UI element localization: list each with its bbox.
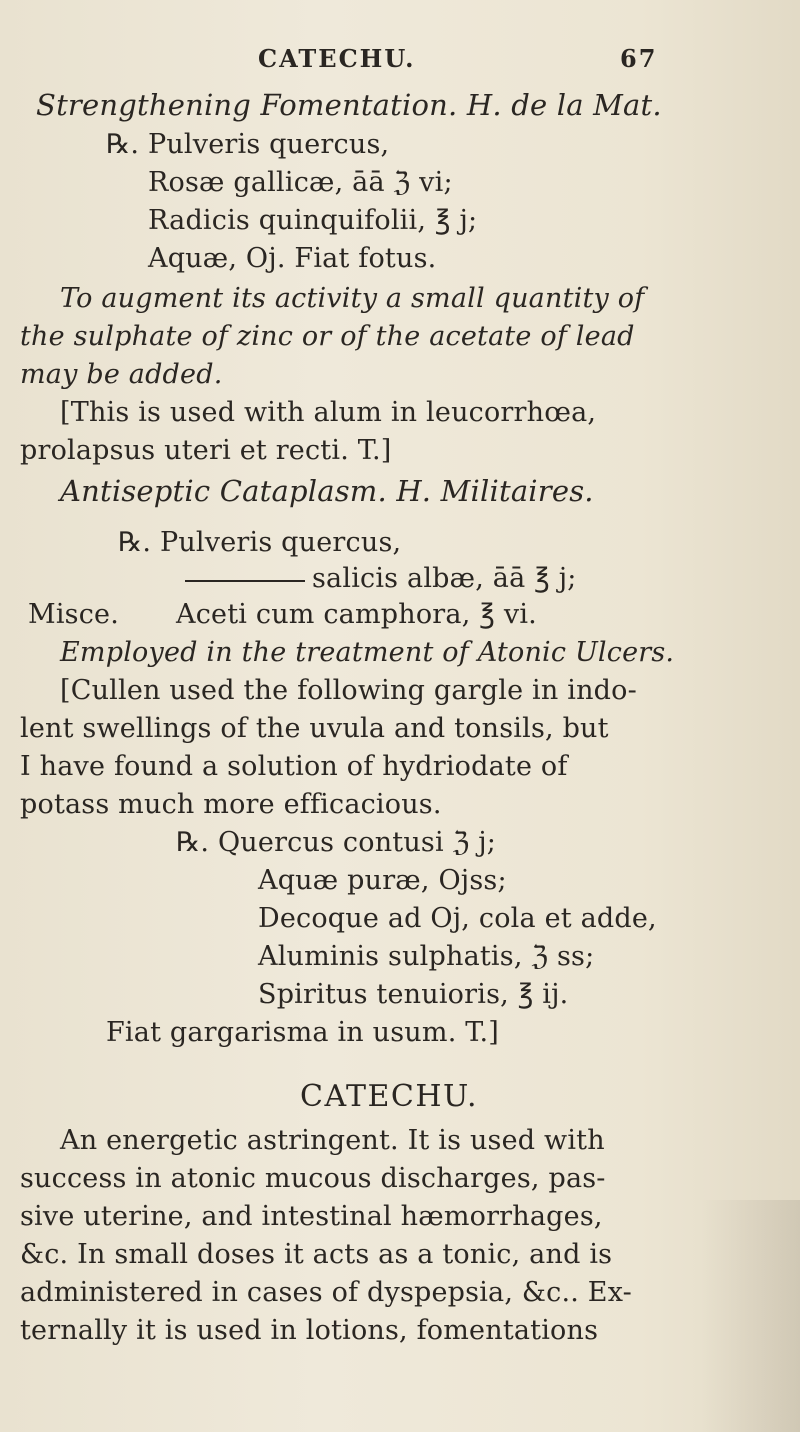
note-line: prolapsus uteri et recti. T.] xyxy=(20,435,392,466)
body-text-line: the sulphate of zinc or of the acetate of lead xyxy=(20,321,635,352)
recipe-line: Misce. xyxy=(28,599,120,630)
body-text-line: administered in cases of dyspepsia, &c.. Ex- xyxy=(20,1277,632,1308)
recipe-line: Aquæ puræ, Ojss; xyxy=(258,865,507,896)
recipe-line: ℞. Pulveris quercus, xyxy=(118,527,402,558)
heading-antiseptic-cataplasm: Antiseptic Cataplasm. H. Militaires. xyxy=(60,474,594,508)
recipe-line: salicis albæ, āā ℥ j; xyxy=(312,563,577,594)
body-text-line: may be added. xyxy=(20,359,223,390)
body-text-line: success in atonic mucous discharges, pas- xyxy=(20,1163,606,1194)
recipe-line: Aquæ, Oj. Fiat fotus. xyxy=(148,243,437,274)
recipe-line: ℞. Pulveris quercus, xyxy=(106,129,390,160)
recipe-line: Radicis quinquifolii, ℥ j; xyxy=(148,205,478,236)
body-text-line: An energetic astringent. It is used with xyxy=(60,1125,605,1156)
recipe-line: ℞. Quercus contusi ℨ j; xyxy=(176,827,497,858)
note-line: I have found a solution of hydriodate of xyxy=(20,751,568,782)
ditto-rule xyxy=(185,580,305,582)
body-text-line: &c. In small doses it acts as a tonic, and is xyxy=(20,1239,613,1270)
page-number: 67 xyxy=(620,44,658,73)
recipe-line: Spiritus tenuioris, ℥ ij. xyxy=(258,979,569,1010)
running-title: CATECHU. xyxy=(258,44,416,73)
body-text-line: Employed in the treatment of Atonic Ulcers. xyxy=(60,637,675,668)
recipe-line: Decoque ad Oj, cola et adde, xyxy=(258,903,657,934)
note-line: [This is used with alum in leucorrhœa, xyxy=(60,397,597,428)
recipe-line: Fiat gargarisma in usum. T.] xyxy=(106,1017,500,1048)
recipe-line: Aceti cum camphora, ℥ vi. xyxy=(176,599,537,630)
heading-strengthening-fomentation: Strengthening Fomentation. H. de la Mat. xyxy=(36,88,662,122)
note-line: lent swellings of the uvula and tonsils, but xyxy=(20,713,609,744)
note-line: [Cullen used the following gargle in indo- xyxy=(60,675,637,706)
body-text-line: sive uterine, and intestinal hæmorrhages, xyxy=(20,1201,603,1232)
note-line: potass much more efficacious. xyxy=(20,789,442,820)
body-text-line: To augment its activity a small quantity of xyxy=(60,283,645,314)
page-shadow xyxy=(700,1200,800,1432)
section-heading-catechu: CATECHU. xyxy=(300,1079,479,1114)
recipe-line: Rosæ gallicæ, āā ℨ vi; xyxy=(148,167,453,198)
recipe-line: Aluminis sulphatis, ℨ ss; xyxy=(258,941,595,972)
body-text-line: ternally it is used in lotions, fomentations xyxy=(20,1315,599,1346)
